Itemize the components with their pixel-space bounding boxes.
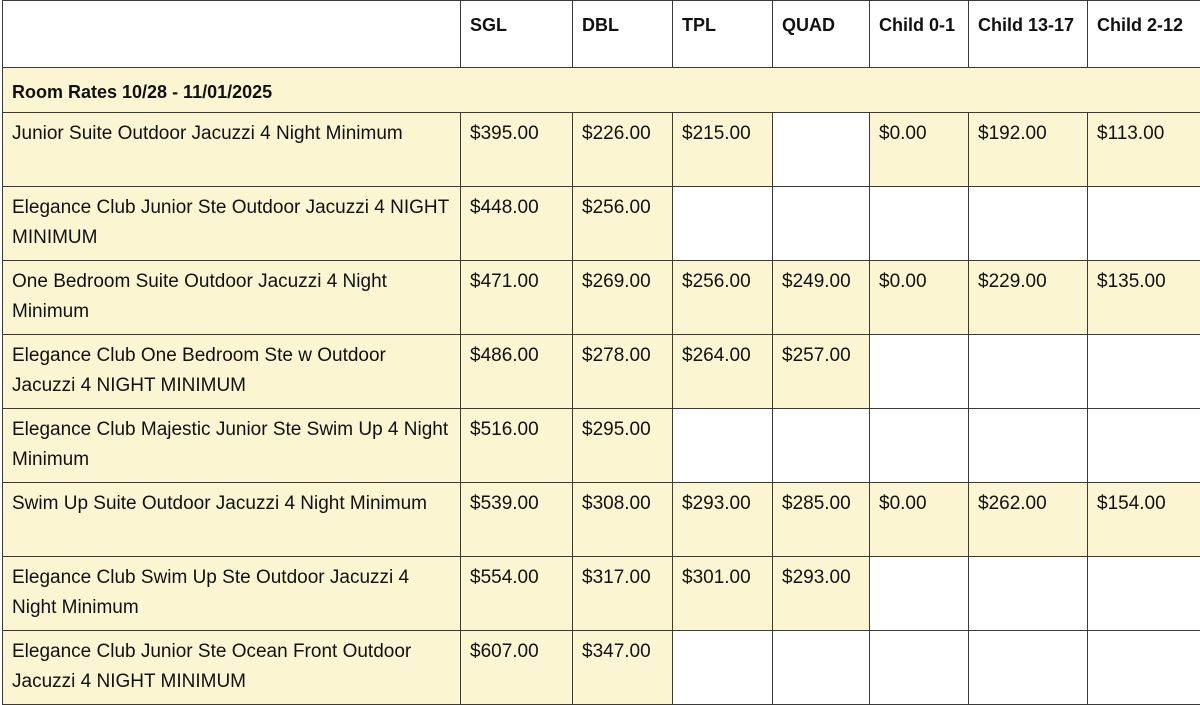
rate-cell-child-13-17 (969, 335, 1088, 409)
table-row (3, 557, 1200, 631)
header-quad: QUAD (773, 1, 870, 68)
room-type-cell: Elegance Club Junior Ste Outdoor Jacuzzi 4 NIGHT MINIMUM (3, 187, 461, 261)
rate-cell-quad: $249.00 (773, 261, 870, 335)
table-row (3, 335, 1200, 409)
table-row (3, 483, 1200, 557)
rate-cell-tpl (673, 631, 773, 705)
rate-cell-child-13-17: $262.00 (969, 483, 1088, 557)
rate-cell-child-0-1: $0.00 (870, 483, 969, 557)
rate-cell-dbl: $295.00 (573, 409, 673, 483)
header-child-13-17: Child 13-17 (969, 1, 1088, 68)
rate-cell-child-0-1: $0.00 (870, 113, 969, 187)
rate-cell-dbl: $308.00 (573, 483, 673, 557)
table-row (3, 409, 1200, 483)
rate-cell-child-0-1 (870, 187, 969, 261)
rate-cell-child-0-1: $0.00 (870, 261, 969, 335)
rate-cell-child-2-12 (1088, 187, 1200, 261)
room-rates-table (2, 0, 1200, 705)
rate-cell-quad (773, 631, 870, 705)
room-type-cell: Elegance Club Majestic Junior Ste Swim Up 4 Night Minimum (3, 409, 461, 483)
rate-cell-tpl: $293.00 (673, 483, 773, 557)
rate-cell-child-2-12 (1088, 631, 1200, 705)
rate-cell-sgl: $448.00 (461, 187, 573, 261)
header-dbl: DBL (573, 1, 673, 68)
rate-cell-sgl: $471.00 (461, 261, 573, 335)
rate-cell-child-13-17 (969, 187, 1088, 261)
room-type-cell: One Bedroom Suite Outdoor Jacuzzi 4 Night Minimum (3, 261, 461, 335)
table-row (3, 261, 1200, 335)
rate-cell-sgl: $607.00 (461, 631, 573, 705)
rate-cell-dbl: $256.00 (573, 187, 673, 261)
room-type-cell: Junior Suite Outdoor Jacuzzi 4 Night Minimum (3, 113, 461, 187)
rate-cell-child-2-12 (1088, 409, 1200, 483)
rate-cell-child-13-17 (969, 631, 1088, 705)
rate-cell-child-2-12 (1088, 335, 1200, 409)
rate-cell-tpl: $256.00 (673, 261, 773, 335)
rate-cell-sgl: $395.00 (461, 113, 573, 187)
rate-cell-sgl: $554.00 (461, 557, 573, 631)
rate-cell-child-13-17: $192.00 (969, 113, 1088, 187)
header-row (3, 1, 1200, 68)
section-row (3, 68, 1200, 113)
rate-cell-child-0-1 (870, 335, 969, 409)
header-corner-cell (3, 1, 461, 68)
rate-rows (3, 113, 1200, 705)
rate-cell-dbl: $269.00 (573, 261, 673, 335)
table-row (3, 187, 1200, 261)
rate-cell-sgl: $539.00 (461, 483, 573, 557)
rate-cell-dbl: $347.00 (573, 631, 673, 705)
rate-cell-child-2-12 (1088, 557, 1200, 631)
rate-cell-sgl: $486.00 (461, 335, 573, 409)
section-title: Room Rates 10/28 - 11/01/2025 (3, 68, 1200, 113)
rate-cell-dbl: $317.00 (573, 557, 673, 631)
rate-cell-tpl: $215.00 (673, 113, 773, 187)
rate-cell-sgl: $516.00 (461, 409, 573, 483)
rate-cell-child-13-17: $229.00 (969, 261, 1088, 335)
rate-cell-child-2-12: $135.00 (1088, 261, 1200, 335)
rate-cell-tpl (673, 187, 773, 261)
rate-cell-dbl: $226.00 (573, 113, 673, 187)
rate-cell-dbl: $278.00 (573, 335, 673, 409)
room-type-cell: Elegance Club Swim Up Ste Outdoor Jacuzzi 4 Night Minimum (3, 557, 461, 631)
rate-cell-child-0-1 (870, 631, 969, 705)
header-child-0-1: Child 0-1 (870, 1, 969, 68)
rate-cell-quad: $293.00 (773, 557, 870, 631)
rate-cell-quad (773, 187, 870, 261)
rate-cell-child-13-17 (969, 409, 1088, 483)
room-type-cell: Swim Up Suite Outdoor Jacuzzi 4 Night Minimum (3, 483, 461, 557)
rate-cell-child-2-12: $113.00 (1088, 113, 1200, 187)
rate-cell-quad: $285.00 (773, 483, 870, 557)
rate-cell-tpl (673, 409, 773, 483)
rate-cell-child-0-1 (870, 409, 969, 483)
rate-cell-child-13-17 (969, 557, 1088, 631)
header-tpl: TPL (673, 1, 773, 68)
rate-cell-quad: $257.00 (773, 335, 870, 409)
rate-cell-child-2-12: $154.00 (1088, 483, 1200, 557)
rate-cell-quad (773, 113, 870, 187)
rate-cell-tpl: $264.00 (673, 335, 773, 409)
header-sgl: SGL (461, 1, 573, 68)
rate-cell-child-0-1 (870, 557, 969, 631)
header-child-2-12: Child 2-12 (1088, 1, 1200, 68)
rate-cell-quad (773, 409, 870, 483)
room-type-cell: Elegance Club One Bedroom Ste w Outdoor Jacuzzi 4 NIGHT MINIMUM (3, 335, 461, 409)
rate-cell-tpl: $301.00 (673, 557, 773, 631)
table-row (3, 113, 1200, 187)
table-row (3, 631, 1200, 705)
room-type-cell: Elegance Club Junior Ste Ocean Front Outdoor Jacuzzi 4 NIGHT MINIMUM (3, 631, 461, 705)
